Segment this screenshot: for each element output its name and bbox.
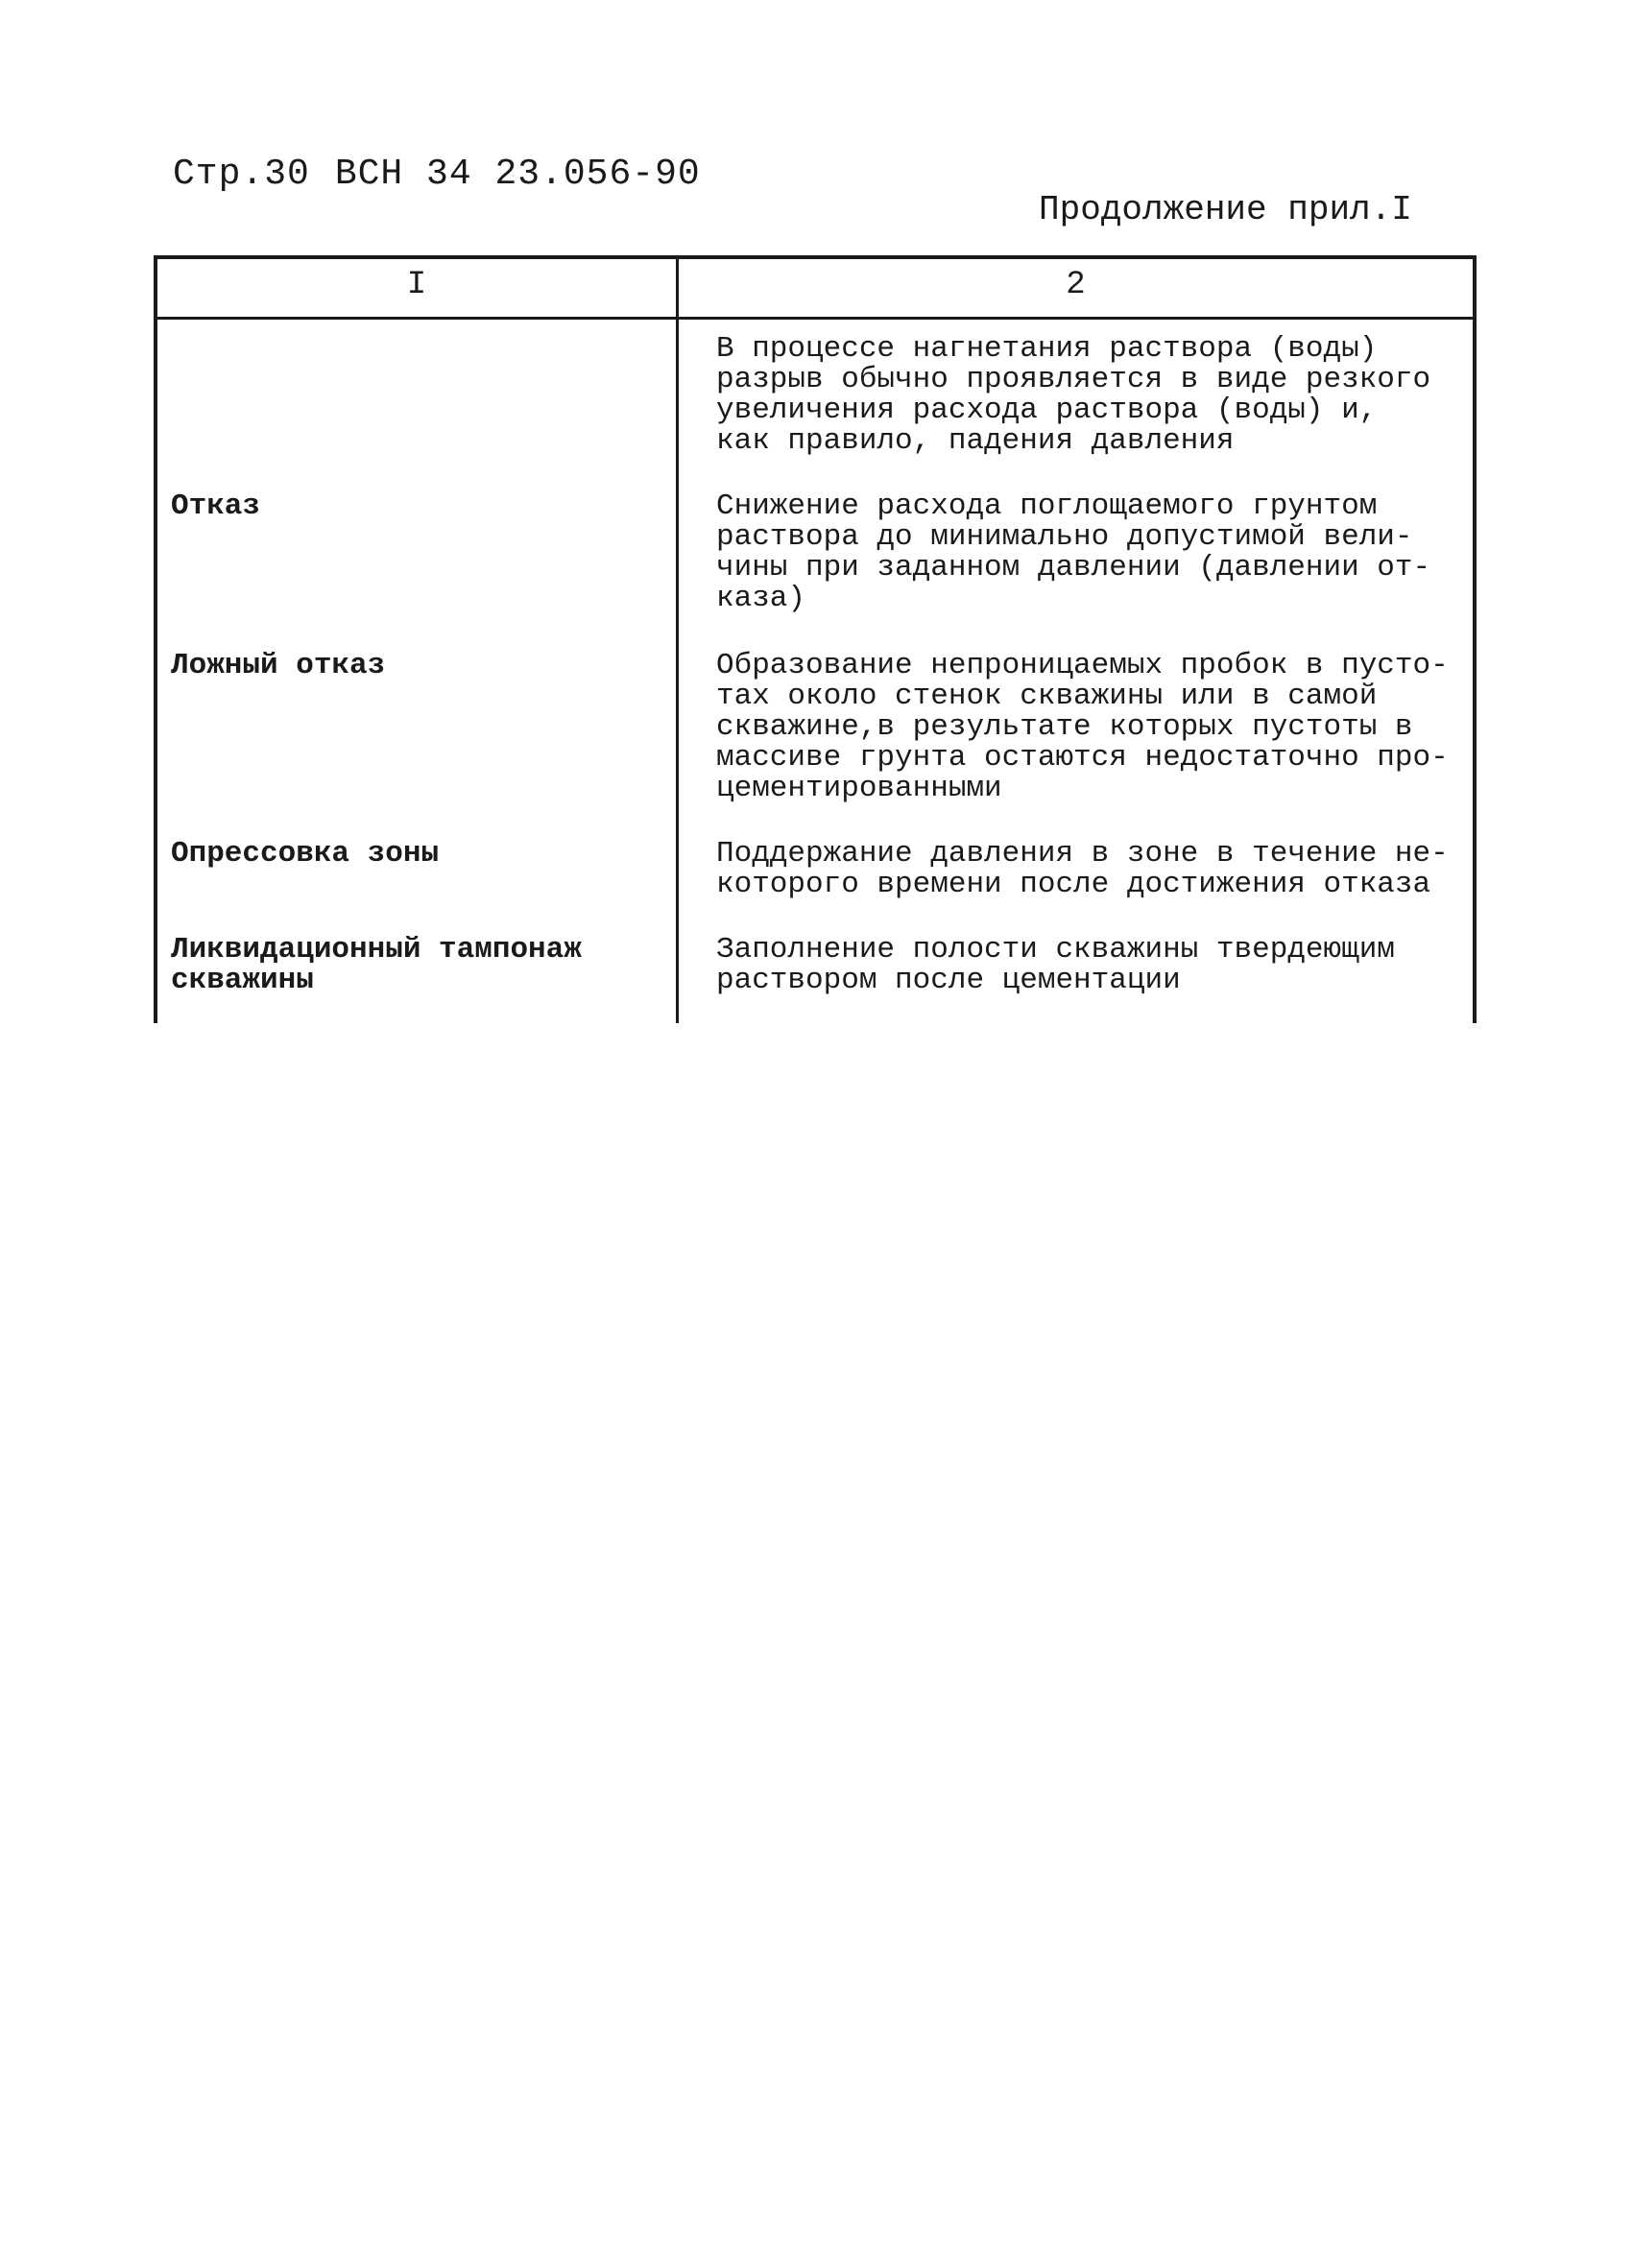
table-column-divider [676, 255, 679, 1023]
column-header-1: I [406, 267, 427, 303]
definition-cell: Образование непроницаемых пробок в пусто- тах около стенок скважины или в самой скважине,в результате которых пустоты в массиве грунта остаются недостаточно про- цементированными [716, 649, 1449, 805]
definition-cell: Снижение расхода поглощаемого грунтом раствора до минимально допустимой вели- чины при заданном давлении (давлении от- каза) [716, 489, 1431, 615]
table-top-border [154, 255, 1477, 259]
term-cell: Отказ [171, 489, 261, 523]
page-number: Стр.30 [173, 154, 310, 195]
term-cell: Опрессовка зоны [171, 837, 440, 871]
document-code: ВСН 34 23.056-90 [334, 154, 701, 195]
definition-cell: Поддержание давления в зоне в течение не- которого времени после достижения отказа [716, 837, 1449, 901]
page-header [173, 154, 701, 195]
table-left-border [154, 255, 157, 1023]
term-cell: Ликвидационный тампонаж скважины [171, 933, 582, 997]
definition-cell: В процессе нагнетания раствора (воды) разрыв обычно проявляется в виде резкого увеличения расхода раствора (воды) и, как правило, падения давления [716, 332, 1431, 458]
definition-cell: Заполнение полости скважины твердеющим раствором после цементации [716, 933, 1395, 997]
definitions-table [154, 255, 1477, 1023]
column-header-2: 2 [1066, 267, 1086, 303]
continuation-label: Продолжение прил.I [1039, 190, 1412, 229]
term-cell: Ложный отказ [171, 649, 386, 682]
table-header-divider [154, 317, 1477, 320]
